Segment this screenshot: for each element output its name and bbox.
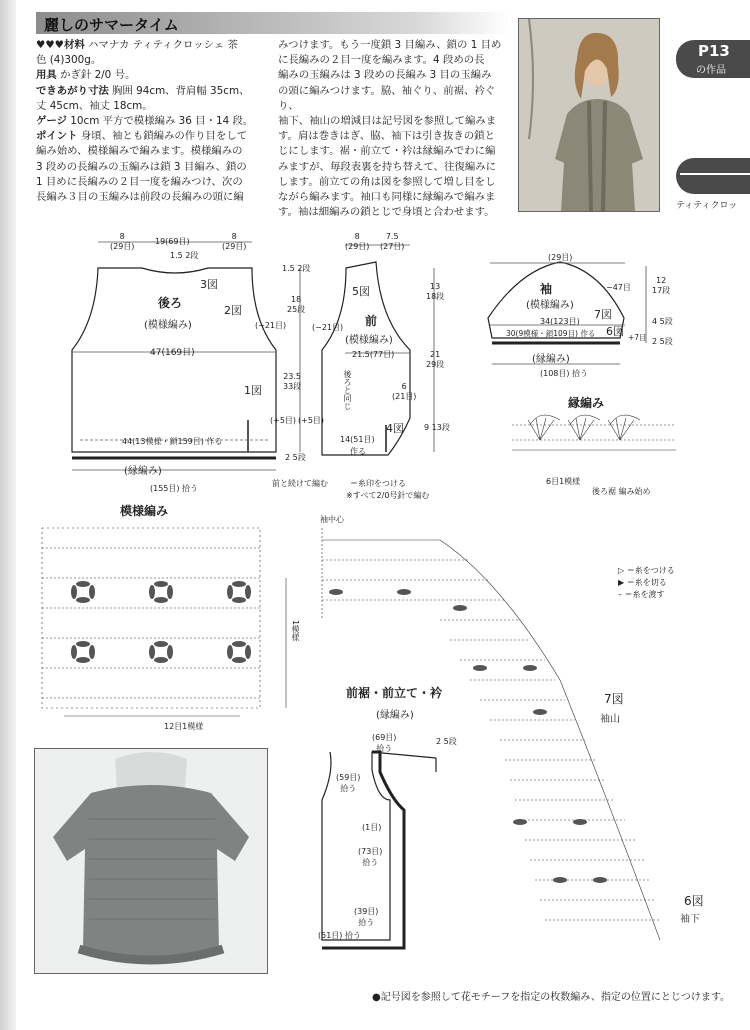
sleeve-edge: (縁編み): [532, 354, 570, 365]
h-2: 2 5段: [285, 453, 306, 462]
back-top-l: 8 (29目): [110, 232, 135, 251]
legend-cut: ＝糸を切る: [626, 578, 667, 587]
point-line: 身頃、袖とも鎖編みの作り目をして: [80, 130, 248, 143]
col2-line: 編みの玉編みは 3 段めの長編み 3 目の玉編み: [278, 69, 492, 82]
edging-rep: 6目1模様: [546, 477, 581, 486]
fb-69: (69目) 拾う: [372, 733, 397, 753]
h-1-5: 1.5 2段: [282, 264, 311, 273]
pattern-rep-h: 1模様: [291, 620, 300, 642]
sleeve-inc: +7目: [628, 333, 647, 342]
footnote: ●記号図を参照して花モチーフを指定の枚数編み、指定の位置にとじつけます。: [372, 992, 731, 1003]
front-dec: (−21目): [312, 323, 344, 332]
col2-line: ながら編みます。袖口も同様に縁編みで編みま: [278, 191, 496, 204]
chart-fig7: 7図: [604, 692, 624, 706]
front-h6: 6 (21目): [392, 382, 417, 401]
front-make: 作る: [350, 447, 366, 456]
tools-text: かぎ針 2/0 号。: [60, 69, 136, 82]
h-9: 9 13段: [424, 423, 450, 432]
sleeve-make: 30(9模様・鎖109目) 作る: [506, 329, 596, 338]
back-name: 後ろ: [158, 296, 183, 310]
size-text: 胸囲 94cm、背肩幅 35cm、: [112, 84, 250, 97]
legend-attach: ＝糸をつける: [626, 566, 675, 575]
sleeve-name: 袖: [540, 282, 553, 296]
pattern-title: 模様編み: [120, 504, 169, 518]
works-label: の作品: [696, 65, 726, 76]
sleeve-top: (29目): [548, 253, 573, 262]
back-fig1: 1図: [244, 384, 262, 397]
sleeve-h12: 12 17段: [652, 276, 671, 295]
gauge-label: ゲージ: [36, 115, 67, 128]
col2-line: します。前立ての角は図を参照して増し目をし: [278, 175, 496, 188]
fb-59: (59目) 拾う: [336, 773, 361, 793]
size-label: できあがり寸法: [36, 84, 109, 97]
fb-39: (39目) 拾う: [354, 907, 379, 927]
sleeve-stitch: (模様編み): [526, 300, 574, 311]
front-top-r: 7.5 (27目): [380, 232, 405, 251]
frontband-edge: (縁編み): [376, 710, 414, 721]
chart-sub7: 袖山: [600, 714, 620, 725]
back-pick: (155目) 拾う: [150, 484, 199, 493]
point-line: 編み始め、模様編みで編みます。模様編みの: [36, 145, 243, 158]
note-needle: ※すべて2/0号針で編む: [346, 491, 430, 500]
legend-pass: ＝糸を渡す: [624, 590, 665, 599]
back-top-r: 8 (29目): [222, 232, 247, 251]
page-number: P13: [698, 42, 730, 60]
inc-left: (+5目): [270, 416, 297, 425]
front-top-l: 8 (29目): [345, 232, 370, 251]
front-hem: 14(51目): [340, 435, 375, 444]
pattern-rep-w: 12目1模様: [164, 722, 204, 731]
fb-73: (73目) 拾う: [358, 847, 383, 867]
sleeve-dec: −47目: [606, 283, 631, 292]
edging-start: 後ろ裾 編み始め: [592, 487, 651, 496]
sleeve-h4: 4 5段: [652, 317, 673, 326]
sleeve-fig6: 6図: [606, 325, 624, 338]
front-same: 後ろと同じ: [343, 370, 352, 410]
col2-line: に長編みの２目一度を編みます。4 段めの長: [278, 54, 485, 67]
fb-51: (51目) 拾う: [318, 931, 361, 940]
front-cont: 前と続けて編む: [272, 479, 328, 488]
sleeve-width: 34(123目): [540, 317, 580, 326]
front-stitch: (模様編み): [345, 335, 393, 346]
h-23-5: 23.5 33段: [283, 372, 302, 391]
sleeve-fig7: 7図: [594, 308, 612, 321]
col2-line: じにします。裾・前立て・衿は縁編みでわに編: [278, 145, 496, 158]
edging-chart: [512, 415, 676, 450]
back-neck: 1.5 2段: [170, 251, 199, 260]
hearts: ♥♥♥: [36, 39, 64, 51]
front-name: 前: [365, 314, 378, 328]
back-stitch: (模様編み): [144, 320, 192, 331]
brand-label: ティティクロッ: [676, 201, 738, 211]
gauge-text: 10cm 平方で模様編み 36 目・14 段。: [70, 115, 254, 128]
edging-title: 縁編み: [568, 396, 605, 410]
col2-line: の頭に編みつけます。脇、袖ぐり、前裾、衿ぐり、: [278, 84, 496, 112]
front-fig4: 4図: [386, 422, 404, 435]
page-title: 麗しのサマータイム: [44, 16, 179, 34]
col2-line: 袖下、袖山の増減目は記号図を参照して編みま: [278, 115, 497, 128]
h-21: 21 29段: [426, 350, 445, 369]
point-line: 1 目めに長編みの２目一度を編みつけ、次の: [36, 175, 243, 188]
back-bust: 47(169目): [150, 348, 195, 358]
back-edge: (縁編み): [124, 466, 162, 477]
chart-sub6: 袖下: [680, 914, 700, 925]
back-view-illustration: [35, 749, 267, 973]
point-label: ポイント: [36, 130, 78, 143]
materials-label: 材料: [63, 39, 85, 51]
fb-h2: 2 5段: [436, 737, 457, 746]
legend: ▷ ＝糸をつける ▶ ＝糸を切る – ＝糸を渡す: [618, 566, 675, 599]
point-line: 3 段めの長編みの玉編みは鎖 3 目編み、鎖の: [36, 160, 247, 173]
back-fig3: 3図: [200, 278, 218, 291]
pattern-motifs: [71, 581, 251, 663]
tools-label: 用具: [36, 69, 57, 82]
back-hem: 44(13模様・鎖159目) 作る: [122, 437, 223, 446]
back-view-photo: [34, 748, 268, 974]
chart-center: 袖中心: [320, 515, 344, 524]
chart-fig6: 6図: [684, 894, 704, 908]
fb-1: (1目): [362, 823, 382, 832]
inc-right: (+5目): [298, 416, 325, 425]
note-mark: ＝糸印をつける: [350, 479, 406, 488]
materials-text: ハマナカ ティティクロッシェ 茶: [88, 39, 238, 51]
materials-text2: 色 (4)300g。: [36, 54, 102, 67]
col2-line: す。袖は細編みの鎖とじで身頃と合わせます。: [278, 206, 495, 219]
back-neck-dec: (−21目): [255, 321, 287, 330]
sleeve-h2: 2 5段: [652, 337, 673, 346]
pattern-chart: [42, 528, 286, 716]
back-fig2: 2図: [224, 304, 242, 317]
sleeve-pick: (108目) 拾う: [540, 369, 589, 378]
col2-line: す。肩は巻きはぎ、脇、袖下は引き抜きの鎖と: [278, 130, 495, 143]
frontband-title: 前裾・前立て・衿: [346, 686, 443, 700]
col2-line: みつけます。もう一度鎖 3 目編み、鎖の 1 目め: [278, 39, 502, 51]
front-fig5: 5図: [352, 285, 370, 298]
back-top-mid: 19(69目): [155, 237, 190, 246]
front-width: 21.5(77目): [352, 350, 395, 359]
col2-line: みますが、毎段表裏を持ち替えて、往復編みに: [278, 160, 496, 173]
point-line: 長編み３目の玉編みは前段の長編みの頭に編: [36, 191, 244, 204]
sleeve-motifs: [329, 589, 607, 883]
h-18: 18 25段: [287, 295, 306, 314]
size-text2: 丈 45cm、袖丈 18cm。: [36, 99, 153, 112]
h-13: 13 18段: [426, 282, 445, 301]
